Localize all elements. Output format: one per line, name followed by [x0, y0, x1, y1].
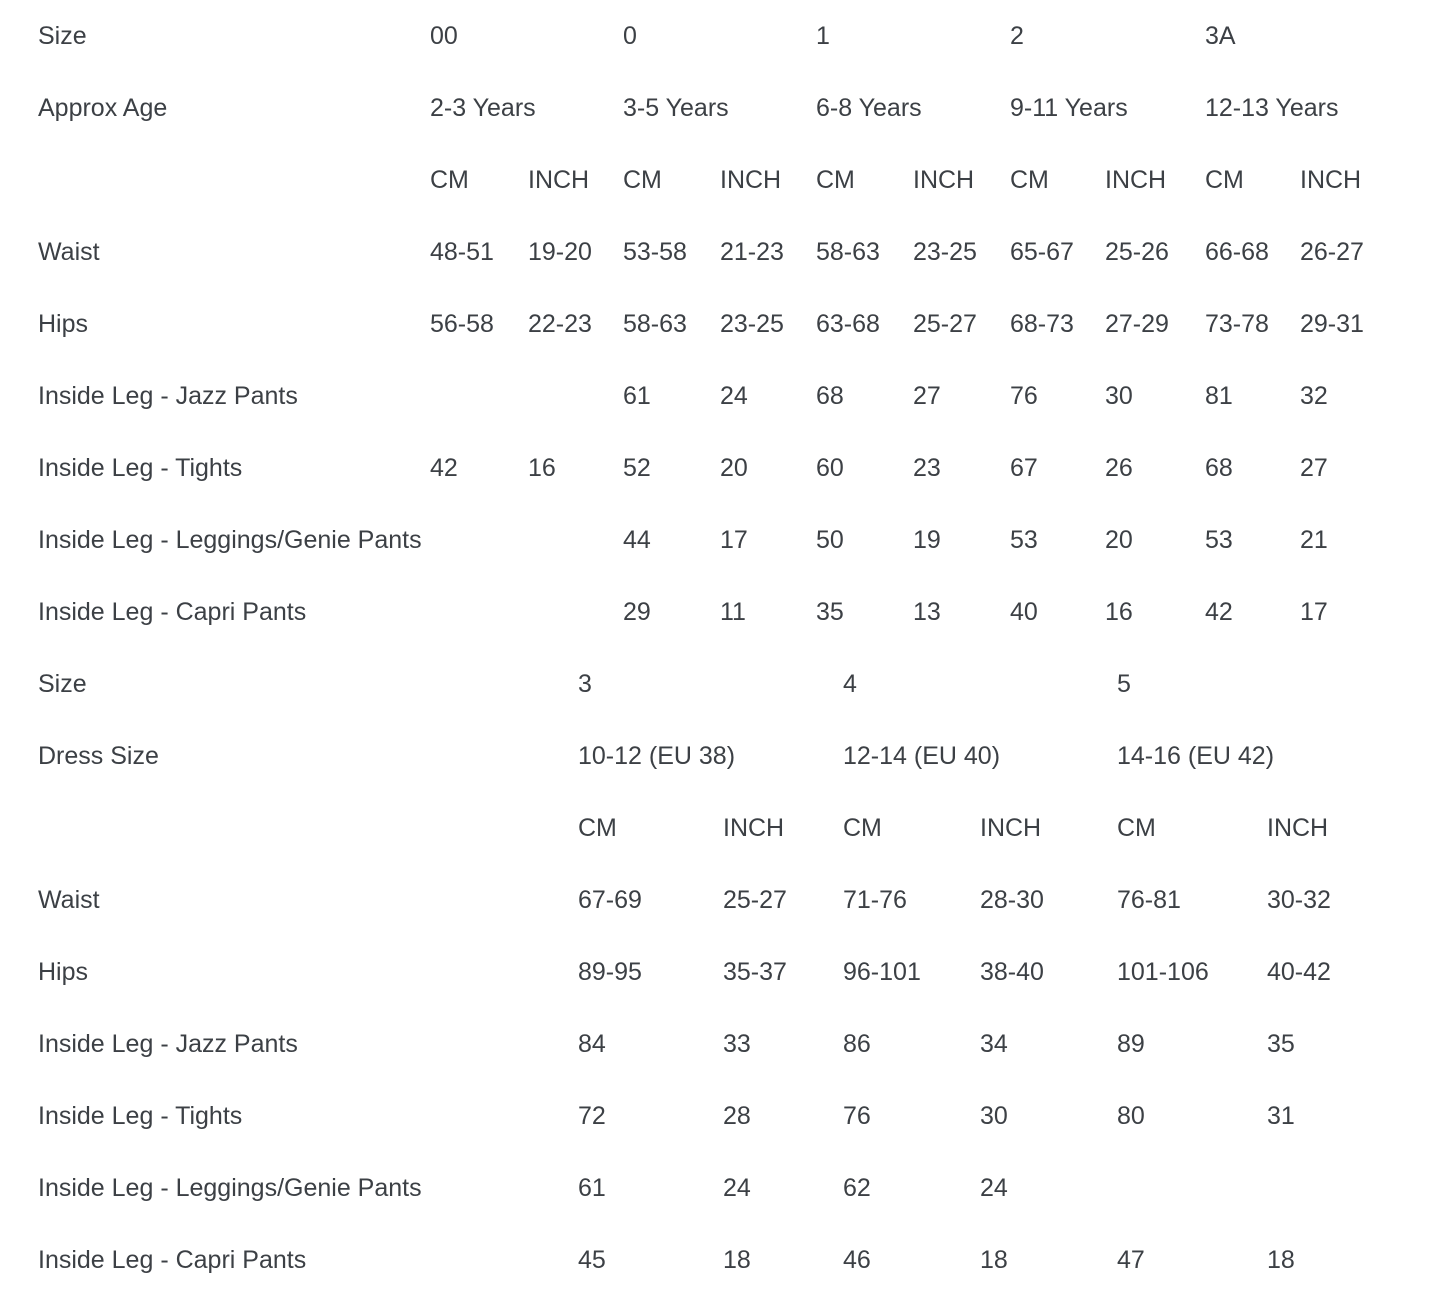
measurement-value: 23-25: [720, 309, 784, 338]
measurement-value: 48-51: [430, 237, 494, 266]
size-value: 00: [430, 21, 458, 50]
size-value: 2: [1010, 21, 1024, 50]
row-label: Waist: [38, 885, 100, 914]
measurement-value: 25-27: [723, 885, 787, 914]
row-label: Inside Leg - Jazz Pants: [38, 1029, 298, 1058]
size-value: 5: [1117, 669, 1131, 698]
row-label: Inside Leg - Tights: [38, 1101, 243, 1130]
dress-size-row: [0, 720, 1432, 792]
measurement-value: 50: [816, 525, 844, 554]
unit-header: INCH: [1105, 165, 1167, 194]
measurement-value: 68-73: [1010, 309, 1074, 338]
measurement-value: 35: [1267, 1029, 1295, 1058]
measurement-value: 66-68: [1205, 237, 1269, 266]
measurement-value: 61: [578, 1173, 606, 1202]
measurement-value: 44: [623, 525, 651, 554]
measurement-value: 28-30: [980, 885, 1044, 914]
measurement-row: [0, 1152, 1432, 1224]
measurement-value: 26-27: [1300, 237, 1364, 266]
measurement-row: [0, 864, 1432, 936]
unit-header: INCH: [720, 165, 782, 194]
measurement-value: 18: [723, 1245, 751, 1274]
measurement-value: 28: [723, 1101, 751, 1130]
measurement-value: 29-31: [1300, 309, 1364, 338]
age-value: 12-13 Years: [1205, 93, 1339, 122]
measurement-value: 46: [843, 1245, 871, 1274]
size-value: 3: [578, 669, 592, 698]
measurement-value: 35-37: [723, 957, 787, 986]
unit-header: INCH: [723, 813, 785, 842]
measurement-value: 16: [528, 453, 556, 482]
measurement-row: [0, 1080, 1432, 1152]
measurement-row: [0, 576, 1432, 648]
unit-header: CM: [1117, 813, 1156, 842]
measurement-value: 58-63: [816, 237, 880, 266]
age-row: [0, 72, 1432, 144]
unit-header: INCH: [980, 813, 1042, 842]
measurement-value: 32: [1300, 381, 1328, 410]
measurement-value: 19-20: [528, 237, 592, 266]
measurement-value: 52: [623, 453, 651, 482]
unit-header: CM: [578, 813, 617, 842]
measurement-value: 25-27: [913, 309, 977, 338]
unit-header: CM: [430, 165, 469, 194]
measurement-value: 72: [578, 1101, 606, 1130]
age-value: 3-5 Years: [623, 93, 729, 122]
measurement-value: 68: [816, 381, 844, 410]
dress-size-value: 10-12 (EU 38): [578, 741, 736, 770]
measurement-value: 25-26: [1105, 237, 1169, 266]
row-label: Hips: [38, 309, 89, 338]
measurement-value: 35: [816, 597, 844, 626]
measurement-value: 61: [623, 381, 651, 410]
measurement-value: 67: [1010, 453, 1038, 482]
age-value: 2-3 Years: [430, 93, 536, 122]
row-label: Hips: [38, 957, 89, 986]
measurement-row: [0, 216, 1432, 288]
size-value: 4: [843, 669, 857, 698]
size-row: [0, 0, 1432, 72]
measurement-value: 30: [980, 1101, 1008, 1130]
measurement-value: 81: [1205, 381, 1233, 410]
measurement-value: 34: [980, 1029, 1008, 1058]
measurement-value: 76: [1010, 381, 1038, 410]
unit-header: INCH: [1300, 165, 1362, 194]
measurement-value: 16: [1105, 597, 1133, 626]
measurement-value: 53: [1010, 525, 1038, 554]
unit-header-row: [0, 144, 1432, 216]
measurement-value: 71-76: [843, 885, 907, 914]
age-value: 9-11 Years: [1010, 93, 1128, 122]
measurement-value: 60: [816, 453, 844, 482]
measurement-value: 26: [1105, 453, 1133, 482]
measurement-value: 96-101: [843, 957, 921, 986]
measurement-value: 27: [913, 381, 941, 410]
measurement-value: 40-42: [1267, 957, 1331, 986]
unit-header: INCH: [528, 165, 590, 194]
measurement-value: 101-106: [1117, 957, 1209, 986]
measurement-value: 13: [913, 597, 941, 626]
measurement-value: 68: [1205, 453, 1233, 482]
measurement-row: [0, 1224, 1432, 1296]
measurement-value: 24: [980, 1173, 1008, 1202]
row-label: Size: [38, 669, 87, 698]
measurement-value: 76-81: [1117, 885, 1181, 914]
measurement-value: 53: [1205, 525, 1233, 554]
measurement-value: 23-25: [913, 237, 977, 266]
measurement-row: [0, 288, 1432, 360]
measurement-value: 56-58: [430, 309, 494, 338]
measurement-value: 18: [980, 1245, 1008, 1274]
dress-size-value: 12-14 (EU 40): [843, 741, 1001, 770]
row-label: Inside Leg - Leggings/Genie Pants: [38, 525, 422, 554]
size-value: 1: [816, 21, 830, 50]
row-label: Size: [38, 21, 87, 50]
measurement-row: [0, 504, 1432, 576]
measurement-value: 24: [720, 381, 748, 410]
measurement-value: 53-58: [623, 237, 687, 266]
measurement-value: 19: [913, 525, 941, 554]
measurement-value: 76: [843, 1101, 871, 1130]
size-value: 3A: [1205, 21, 1236, 50]
measurement-value: 24: [723, 1173, 751, 1202]
row-label: Waist: [38, 237, 100, 266]
measurement-value: 29: [623, 597, 651, 626]
unit-header: INCH: [1267, 813, 1329, 842]
measurement-value: 62: [843, 1173, 871, 1202]
unit-header-row: [0, 792, 1432, 864]
size-row: [0, 648, 1432, 720]
measurement-value: 38-40: [980, 957, 1044, 986]
measurement-value: 73-78: [1205, 309, 1269, 338]
measurement-row: [0, 1008, 1432, 1080]
measurement-value: 20: [720, 453, 748, 482]
size-chart-adult-section: [0, 648, 1432, 1296]
row-label: Inside Leg - Capri Pants: [38, 597, 307, 626]
measurement-value: 17: [1300, 597, 1328, 626]
measurement-value: 27: [1300, 453, 1328, 482]
measurement-row: [0, 936, 1432, 1008]
measurement-value: 65-67: [1010, 237, 1074, 266]
row-label: Approx Age: [38, 93, 168, 122]
unit-header: CM: [1205, 165, 1244, 194]
measurement-row: [0, 360, 1432, 432]
dress-size-value: 14-16 (EU 42): [1117, 741, 1275, 770]
measurement-value: 89: [1117, 1029, 1145, 1058]
measurement-value: 21: [1300, 525, 1328, 554]
measurement-value: 30-32: [1267, 885, 1331, 914]
size-value: 0: [623, 21, 637, 50]
measurement-value: 47: [1117, 1245, 1145, 1274]
measurement-value: 20: [1105, 525, 1133, 554]
measurement-value: 27-29: [1105, 309, 1169, 338]
measurement-value: 84: [578, 1029, 606, 1058]
unit-header: CM: [816, 165, 855, 194]
measurement-value: 17: [720, 525, 748, 554]
measurement-row: [0, 432, 1432, 504]
measurement-value: 63-68: [816, 309, 880, 338]
measurement-value: 80: [1117, 1101, 1145, 1130]
measurement-value: 30: [1105, 381, 1133, 410]
measurement-value: 18: [1267, 1245, 1295, 1274]
measurement-value: 42: [430, 453, 458, 482]
unit-header: CM: [1010, 165, 1049, 194]
measurement-value: 67-69: [578, 885, 642, 914]
row-label: Dress Size: [38, 741, 159, 770]
measurement-value: 21-23: [720, 237, 784, 266]
unit-header: CM: [843, 813, 882, 842]
row-label: Inside Leg - Jazz Pants: [38, 381, 298, 410]
measurement-value: 31: [1267, 1101, 1295, 1130]
measurement-value: 42: [1205, 597, 1233, 626]
measurement-value: 33: [723, 1029, 751, 1058]
age-value: 6-8 Years: [816, 93, 922, 122]
row-label: Inside Leg - Leggings/Genie Pants: [38, 1173, 422, 1202]
measurement-value: 86: [843, 1029, 871, 1058]
measurement-value: 40: [1010, 597, 1038, 626]
measurement-value: 58-63: [623, 309, 687, 338]
measurement-value: 22-23: [528, 309, 592, 338]
measurement-value: 23: [913, 453, 941, 482]
unit-header: INCH: [913, 165, 975, 194]
size-chart-child-section: [0, 0, 1432, 648]
measurement-value: 11: [720, 597, 746, 626]
measurement-value: 45: [578, 1245, 606, 1274]
row-label: Inside Leg - Tights: [38, 453, 243, 482]
unit-header: CM: [623, 165, 662, 194]
measurement-value: 89-95: [578, 957, 642, 986]
row-label: Inside Leg - Capri Pants: [38, 1245, 307, 1274]
